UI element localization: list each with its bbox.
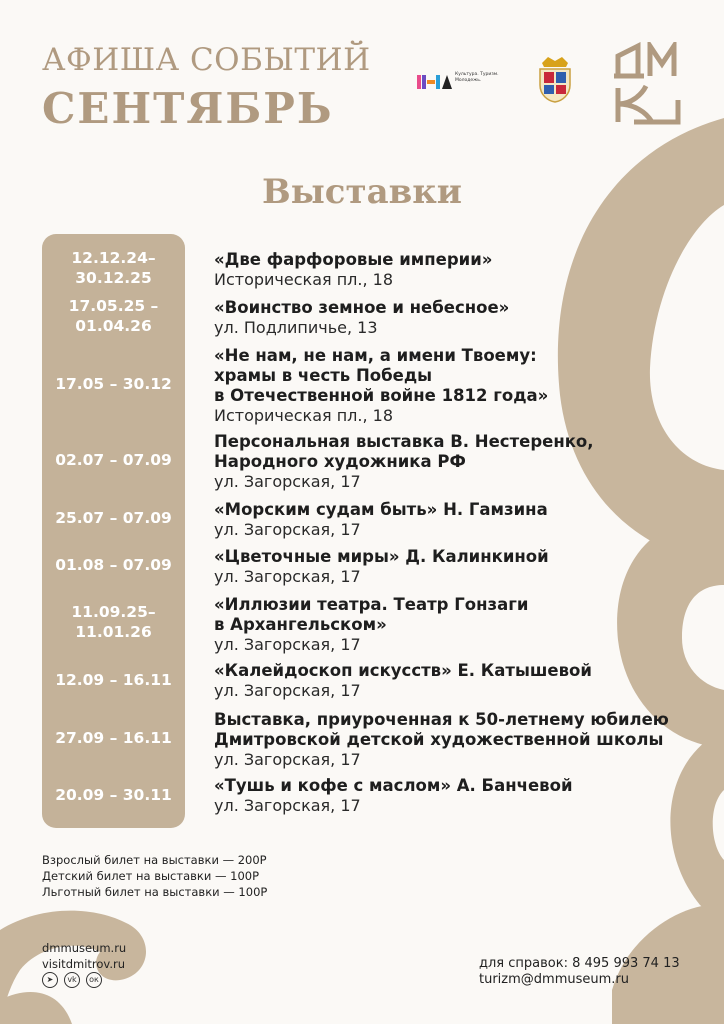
event-title: Персональная выставка В. Нестеренко, Народного художника РФ [214,432,594,471]
websites [42,940,126,972]
partner-logo [417,72,499,92]
section-title: Выставки [261,172,462,212]
contact-phone: для справок: 8 495 993 74 13 [479,956,680,971]
event-date: 17.05.25 – 01.04.26 [68,297,159,335]
event-title: «Тушь и кофе с маслом» А. Банчевой [214,776,573,795]
event-date: 27.09 – 16.11 [55,729,172,747]
event-info [214,776,704,816]
event-address: ул. Подлипичье, 13 [214,318,378,337]
price-adult: Взрослый билет на выставки — 200Р [42,853,267,867]
event-title: «Иллюзии театра. Театр Гонзаги в Архангельском» [214,595,529,634]
event-info [214,500,704,540]
event-address: ул. Загорская, 17 [214,681,361,700]
event-info [214,346,704,426]
ok-icon[interactable]: ок [86,972,102,988]
event-info [214,710,704,770]
price-child: Детский билет на выставки — 100Р [42,869,260,883]
event-address: ул. Загорская, 17 [214,750,361,769]
museum-logo-icon [612,42,682,126]
event-title: «Воинство земное и небесное» [214,298,510,317]
event-info [214,547,704,587]
event-info [214,298,704,338]
event-title: «Не нам, не нам, а имени Твоему: храмы в честь Победы в Отечественной войне 1812 года» [214,346,549,405]
event-date: 11.09.25– 11.01.26 [71,603,156,641]
event-address: Историческая пл., 18 [214,406,394,425]
museum-logo [612,42,682,126]
price-reduced: Льготный билет на выставки — 100Р [42,885,268,899]
header-title: АФИША СОБЫТИЙ [42,42,371,78]
website-link-visitdmitrov[interactable]: visitdmitrov.ru [42,957,125,971]
contact-email[interactable]: turizm@dmmuseum.ru [479,972,629,987]
event-title: «Цветочные миры» Д. Калинкиной [214,547,549,566]
event-address: Историческая пл., 18 [214,270,394,289]
event-title: «Калейдоскоп искусств» Е. Катышевой [214,661,592,680]
event-address: ул. Загорская, 17 [214,472,361,491]
social-icons [42,972,102,988]
contacts [479,956,680,988]
museum-logo-letters [612,128,682,129]
telegram-icon[interactable]: ➤ [42,972,58,988]
event-address: ул. Загорская, 17 [214,567,361,586]
event-info [214,250,704,290]
event-address: ул. Загорская, 17 [214,635,361,654]
event-date: 17.05 – 30.12 [55,375,172,393]
event-address: ул. Загорская, 17 [214,520,361,539]
event-title: «Морским судам быть» Н. Гамзина [214,500,548,519]
vk-icon[interactable]: vk [64,972,80,988]
event-date: 12.09 – 16.11 [55,671,172,689]
event-info [214,432,704,492]
event-date: 12.12.24– 30.12.25 [71,249,156,287]
event-info [214,661,704,701]
ticket-prices [42,852,267,900]
coat-of-arms-icon [536,55,574,103]
event-date: 01.08 – 07.09 [55,556,172,574]
partner-logo-icon [417,72,453,92]
event-title: Выставка, приуроченная к 50-летнему юбилею Дмитровской детской художественной школы [214,710,669,749]
header-month: СЕНТЯБРЬ [42,84,334,133]
event-info [214,595,704,655]
event-date: 20.09 – 30.11 [55,786,172,804]
event-date: 25.07 – 07.09 [55,509,172,527]
event-date: 02.07 – 07.09 [55,451,172,469]
partner-logo-text: Культура. Туризм. Молодежь. [455,72,499,83]
event-title: «Две фарфоровые империи» [214,250,493,269]
event-address: ул. Загорская, 17 [214,796,361,815]
website-link-dmmuseum[interactable]: dmmuseum.ru [42,941,127,955]
